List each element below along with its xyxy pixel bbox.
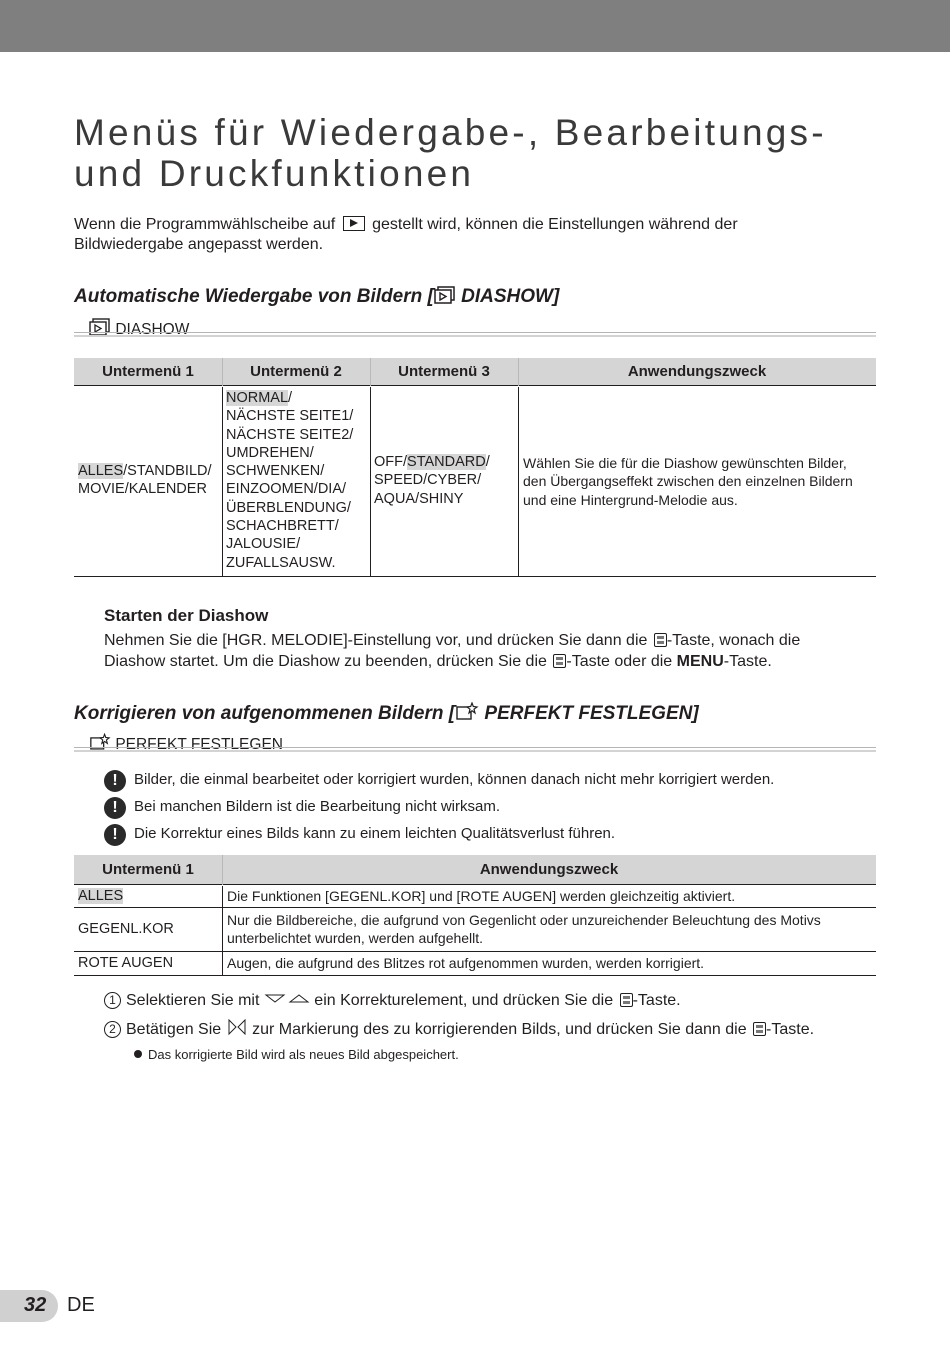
submenu3-option: OFF/ bbox=[374, 454, 408, 470]
step-text: -Taste. bbox=[632, 992, 681, 1009]
step-text: ein Korrekturelement, und drücken Sie die bbox=[314, 992, 614, 1009]
row-description bbox=[227, 911, 821, 948]
para-text: -Taste oder die bbox=[566, 652, 673, 670]
ok-button-icon bbox=[553, 654, 566, 668]
left-right-arrows-icon bbox=[226, 1019, 248, 1035]
column-divider bbox=[370, 387, 371, 576]
section-heading-diashow bbox=[74, 286, 559, 308]
section-divider bbox=[74, 332, 876, 337]
row-name: ALLES bbox=[78, 888, 124, 904]
purpose-line: und eine Hintergrund-Melodie aus. bbox=[523, 491, 738, 508]
page-title-line2: und Druckfunktionen bbox=[74, 153, 475, 194]
submenu2-option: JALOUSIE/ bbox=[226, 536, 301, 553]
purpose-line: Wählen Sie die für die Diashow gewünschten Bilder, bbox=[523, 455, 847, 471]
default-option: NORMAL bbox=[226, 390, 289, 406]
page-title bbox=[74, 112, 894, 194]
submenu3-option: AQUA/SHINY bbox=[374, 490, 464, 507]
submenu2-cell bbox=[226, 389, 353, 572]
section-heading-diashow-pre: Automatische Wiedergabe von Bildern [ bbox=[74, 286, 434, 307]
instruction-step bbox=[104, 991, 681, 1011]
page-title-line1: Menüs für Wiedergabe-, Bearbeitungs- bbox=[74, 112, 827, 153]
warning-icon: ! bbox=[104, 824, 126, 846]
purpose-line: den Übergangseffekt zwischen den einzelnen Bildern bbox=[523, 473, 853, 490]
table-row bbox=[78, 887, 123, 905]
instruction-step bbox=[104, 1019, 814, 1040]
column-divider bbox=[222, 358, 223, 386]
intro-text-after: gestellt wird, können die Einstellungen während der bbox=[372, 216, 738, 233]
section-divider bbox=[74, 747, 876, 752]
step-text: -Taste. bbox=[766, 1021, 815, 1038]
section-heading-perfect-fix-label: PERFEKT FESTLEGEN] bbox=[484, 703, 699, 724]
submenu3-option: SPEED/CYBER/ bbox=[374, 472, 482, 489]
step-text: Selektieren Sie mit bbox=[126, 992, 260, 1009]
row-description: Augen, die aufgrund des Blitzes rot aufgenommen wurden, werden korrigiert. bbox=[227, 955, 705, 971]
column-header: Untermenü 1 bbox=[102, 861, 194, 878]
submenu2-option: NÄCHSTE SEITE2/ bbox=[226, 426, 354, 443]
warning-icon: ! bbox=[104, 797, 126, 819]
submenu3-cell bbox=[374, 453, 490, 508]
column-header: Anwendungszweck bbox=[479, 861, 619, 878]
submenu1-cell bbox=[78, 462, 212, 499]
menu-button-label: MENU bbox=[676, 652, 724, 670]
column-header: Untermenü 1 bbox=[102, 363, 194, 380]
submenu2-option: ÜBERBLENDUNG/ bbox=[226, 499, 351, 516]
submenu2-option: UMDREHEN/ bbox=[226, 444, 314, 461]
slideshow-icon bbox=[434, 286, 456, 305]
submenu2-option: EINZOOMEN/DIA/ bbox=[226, 481, 347, 498]
perfect-fix-menu-tab-label: PERFEKT FESTLEGEN bbox=[115, 736, 283, 753]
intro-text-before: Wenn die Programmwählscheibe auf bbox=[74, 216, 336, 233]
option-separator: / bbox=[485, 454, 490, 470]
intro-text-line2: Bildwiedergabe angepasst werden. bbox=[74, 236, 324, 253]
column-header: Untermenü 2 bbox=[250, 363, 342, 380]
row-description-line: Nur die Bildbereiche, die aufgrund von Gegenlicht oder unzureichender Beleuchtung des Motivs bbox=[227, 912, 821, 928]
step-number: 2 bbox=[104, 1021, 121, 1038]
submenu2-option: SCHWENKEN/ bbox=[226, 463, 325, 480]
column-divider bbox=[518, 387, 519, 576]
up-down-arrows-icon bbox=[264, 992, 310, 1004]
submenu1-options-line2: MOVIE/KALENDER bbox=[78, 481, 207, 498]
perfect-fix-icon bbox=[455, 702, 479, 722]
table-bottom-rule bbox=[74, 576, 876, 577]
column-divider bbox=[518, 358, 519, 386]
row-divider bbox=[74, 951, 876, 952]
submenu2-option: NÄCHSTE SEITE1/ bbox=[226, 408, 354, 425]
default-option: STANDARD bbox=[407, 454, 486, 470]
purpose-cell bbox=[523, 454, 853, 509]
default-option: ALLES bbox=[78, 463, 124, 479]
section-heading-diashow-label: DIASHOW] bbox=[461, 286, 560, 307]
warning-text: Bei manchen Bildern ist die Bearbeitung nicht wirksam. bbox=[134, 798, 501, 815]
row-description: Die Funktionen [GEGENL.KOR] und [ROTE AUGEN] werden gleichzeitig aktiviert. bbox=[227, 888, 736, 904]
ok-button-icon bbox=[753, 1022, 766, 1036]
submenu2-option: ZUFALLSAUSW. bbox=[226, 554, 336, 571]
language-code: DE bbox=[67, 1294, 95, 1316]
warning-icon: ! bbox=[104, 770, 126, 792]
section-heading-perfect-fix bbox=[74, 702, 699, 725]
step-number: 1 bbox=[104, 992, 121, 1009]
column-divider bbox=[222, 886, 223, 976]
step-text: Betätigen Sie bbox=[126, 1021, 222, 1038]
row-divider bbox=[74, 907, 876, 908]
start-diashow-paragraph bbox=[104, 631, 864, 672]
perfect-fix-table-header bbox=[74, 855, 876, 885]
para-text: Nehmen Sie die [HGR. MELODIE]-Einstellung vor, und drücken Sie dann die bbox=[104, 632, 648, 649]
playback-mode-icon bbox=[343, 216, 365, 231]
diashow-table-header bbox=[74, 358, 876, 386]
warning-text: Bilder, die einmal bearbeitet oder korrigiert wurden, können danach nicht mehr korrigiert werden. bbox=[134, 771, 775, 788]
row-description-line: unterbelichtet wurden, werden aufgehellt. bbox=[227, 930, 484, 947]
column-header: Untermenü 3 bbox=[398, 363, 490, 380]
row-name: ROTE AUGEN bbox=[78, 955, 174, 971]
column-divider bbox=[370, 358, 371, 386]
option-separator: / bbox=[288, 390, 293, 406]
top-header-bar bbox=[0, 0, 950, 52]
column-divider bbox=[222, 855, 223, 885]
diashow-menu-tab-label: DIASHOW bbox=[115, 321, 190, 338]
intro-paragraph bbox=[74, 215, 874, 255]
ok-button-icon bbox=[620, 993, 633, 1007]
start-diashow-heading: Starten der Diashow bbox=[104, 606, 269, 625]
row-name: GEGENL.KOR bbox=[78, 921, 174, 937]
para-text: -Taste. bbox=[723, 652, 772, 670]
para-text: -Taste, wonach die bbox=[666, 632, 801, 649]
para-text: Diashow startet. Um die Diashow zu beenden, drücken Sie die bbox=[104, 652, 547, 670]
submenu1-options: /STANDBILD/ bbox=[123, 463, 212, 479]
section-heading-perfect-fix-pre: Korrigieren von aufgenommenen Bildern [ bbox=[74, 703, 456, 724]
column-header: Anwendungszweck bbox=[627, 363, 767, 380]
warning-text: Die Korrektur eines Bilds kann zu einem leichten Qualitätsverlust führen. bbox=[134, 825, 616, 842]
page-number: 32 bbox=[24, 1294, 47, 1316]
step-text: zur Markierung des zu korrigierenden Bilds, und drücken Sie dann die bbox=[252, 1021, 747, 1038]
ok-button-icon bbox=[654, 633, 667, 647]
column-divider bbox=[222, 387, 223, 576]
bullet-note: Das korrigierte Bild wird als neues Bild abgespeichert. bbox=[134, 1047, 459, 1062]
table-bottom-rule bbox=[74, 975, 876, 976]
submenu2-option: SCHACHBRETT/ bbox=[226, 518, 339, 535]
